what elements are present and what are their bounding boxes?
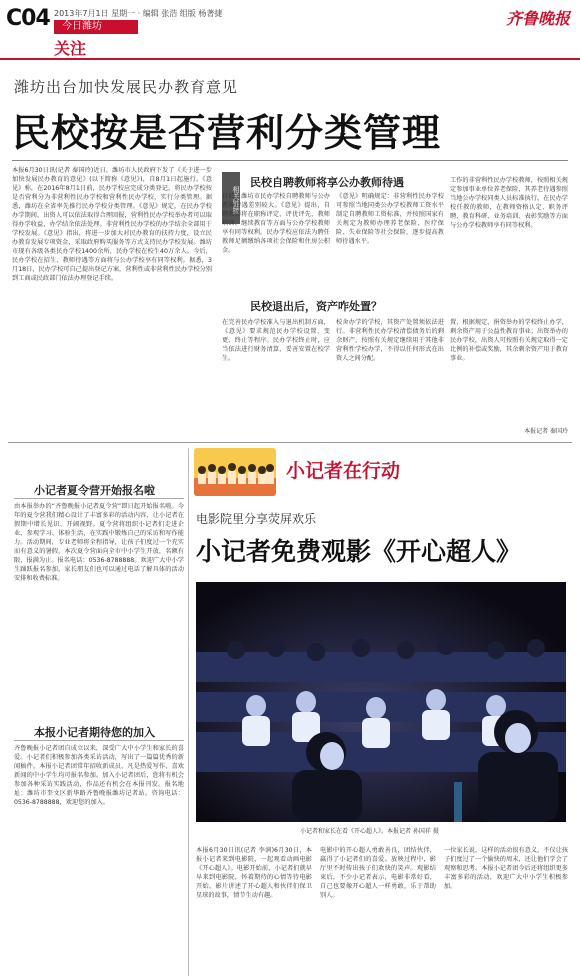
related-links-label: 相关链接: [222, 172, 240, 224]
feature-headline: 小记者免费观影《开心超人》: [196, 537, 522, 566]
headline-rule: [14, 498, 184, 499]
feature-body-column: 电影中的开心超人勇敢善良，团结伙伴，赢得了小记者们的喜爱。放映过程中，影厅里不时传出孩子们欢快的笑声。观影结束后，不少小记者表示，电影非常好看，自己也要像开心超人一样勇敢，乐于帮助别人。: [320, 847, 436, 899]
section-banner-title: 小记者在行动: [286, 460, 401, 482]
paper-logo: 齐鲁晚报: [505, 9, 570, 28]
feature-body-column: 一位家长说，这样的活动很有意义，不仅让孩子们度过了一个愉快的周末，还让他们学会了观察和思考。本报小记者团今后还将组织更多丰富多彩的活动，欢迎广大中小学生积极参加。: [444, 847, 568, 890]
section-tag: 今日潍坊: [54, 20, 138, 34]
lead-subtitle: 潍坊出台加快发展民办教育意见: [14, 78, 239, 96]
related-headline-teachers: 民校自聘教师将享公办教师待遇: [250, 176, 404, 189]
young-reporters-group-photo: [194, 448, 276, 496]
related-body-column: 校舍办学的学校，其资产处置须依法进行。非营利性民办学校清偿债务后的剩余财产，按照有关规定继续用于其他非营利性学校办学，不得以任何形式在出资人之间分配。: [336, 319, 444, 362]
related-body-column: 《意见》明确规定：非营利性民办学校可参照当地同类公办学校教师工资水平制定自聘教师工资标准，并按照国家有关规定为教师办理养老保险、医疗保险、失业保险等社会保险，逐步提高教师待遇水平。: [336, 193, 444, 245]
feature-subtitle: 电影院里分享荧屏欢乐: [196, 512, 317, 526]
cinema-audience-photo: [196, 582, 566, 822]
related-body-column: 工作的非营利性民办学校教师，按照相关规定参加事业单位养老保险，其养老待遇参照当地公办学校同类人员标准执行。在民办学校任教的教师，在教师资格认定、职务评聘、教育科研、业务培训、表彰奖励等方面与公办学校教师享有同等权利。: [450, 177, 568, 229]
lead-headline: 民校按是否营利分类管理: [12, 111, 442, 155]
related-headline-assets: 民校退出后，资产咋处置？: [250, 300, 382, 313]
headline-rule: [14, 740, 184, 741]
lead-byline: 本报记者 秦国玲: [524, 428, 568, 435]
join-reporters-headline: 本报小记者期待您的加入: [34, 726, 155, 739]
page-code: C04: [6, 6, 50, 31]
related-body-column: 在完善民办学校准入与退出机制方面，《意见》要求规范民办学校设置、变更、终止等程序。民办学校终止时，应当依法进行财务清算，妥善安置在校学生。: [222, 319, 330, 362]
join-reporters-body: 齐鲁晚报小记者团自成立以来，深受广大中小学生和家长的喜爱。小记者们积极参加各类采访活动，写出了一篇篇优秀的新闻稿件。本报小记者团常年招收新成员，凡是热爱写作、喜欢新闻的中小学生均可报名参加。加入小记者团后，您将有机会参加各种采访实践活动，作品还有机会在本报刊发。报名地址：潍坊市奎文区新华路齐鲁晚报潍坊记者站。咨询电话：0536-8788888，欢迎您的加入。: [14, 745, 184, 806]
summer-camp-body: 由本报举办的“齐鲁晚报小记者夏令营”即日起开始报名啦。今年的夏令营我们精心设计了丰富多彩的活动内容，让小记者在假期中增长见识、开阔视野。夏令营将组织小记者们走进企业、参观学习、体验生活，在实践中锻炼自己的采访和写作能力。活动期间，专业老师将全程指导，让孩子们度过一个充实而有意义的暑假。本次夏令营面向全市中小学生开放，名额有限，报满为止。报名电话：0536-8788888。欢迎广大中小学生踊跃报名参加，家长朋友们也可以通过电话了解具体的活动安排和收费标准。: [14, 503, 184, 582]
section-divider: [8, 442, 572, 443]
feature-body-column: 本报6月30日讯(记者 李润)6月30日，本报小记者来到电影院，一起观看动画电影《开心超人》。电影开始前，小记者们就早早来到电影院，怀着期待的心情等待电影开始。影片讲述了开心超人和伙伴们保卫星球的故事，情节生动有趣。: [196, 847, 312, 899]
column-divider: [188, 448, 189, 976]
lead-rule: [12, 160, 568, 161]
related-body-column: 置，根据规定，捐资举办的学校终止办学，剩余资产用于公益性教育事业；出资举办的民办学校，出资人可按照有关规定取得一定比例的补偿或奖励，其余剩余资产用于教育事业。: [450, 319, 568, 362]
masthead: [0, 0, 580, 62]
related-body-column: 目前，潍坊市民办学校自聘教师与公办教师待遇差别较大。《意见》提出，自聘教师将在职称评定、评优评先、教师培训、继续教育等方面与公办学校教师享有同等权利。民办学校应依法为聘任教师足额缴纳各项社会保险和住房公积金。: [222, 193, 330, 254]
masthead-rule: [0, 58, 580, 60]
photo-caption: 小记者和家长在看《开心超人》。本报记者 孙国祥 摄: [300, 828, 439, 835]
lead-body-column: 本报6月30日讯(记者 秦国玲)近日，潍坊市人民政府下发了《关于进一步加快发展民办教育的意见》(以下简称《意见》)，自8月1日起施行。《意见》称，在2016年8月1日前，民办学校应完成分类登记，将民办学校按是否营利分为非营利性民办学校和营利性民办学校，实行分类管理。据悉，潍坊在全省率先推行民办学校分类管理。《意见》规定，在民办学校办学期间，出资人可以依法取得合理回报，营利性民办学校举办者可以取得办学收益，办学结余依法处理。非营利性民办学校的办学结余全部用于学校发展。《意见》指出，将进一步加大对民办教育的扶持力度，设立民办教育发展专项资金，采取政府购买服务等方式支持民办学校发展。潍坊市现有各级各类民办学校1400余所，民办学校在校生40万余人。今后，民办学校在招生、教师待遇等方面将与公办学校享有同等权利。据悉，3月18日，民办学校可自己提出登记方案，营利性或非营利性民办学校分别到工商或民政部门依法办理登记手续。: [12, 167, 212, 282]
section-name: 关注: [54, 39, 87, 58]
date-line: 2013年7月1日 星期一 · 编辑 张浩 组版 杨著捷: [54, 9, 223, 18]
summer-camp-headline: 小记者夏令营开始报名啦: [34, 484, 155, 497]
